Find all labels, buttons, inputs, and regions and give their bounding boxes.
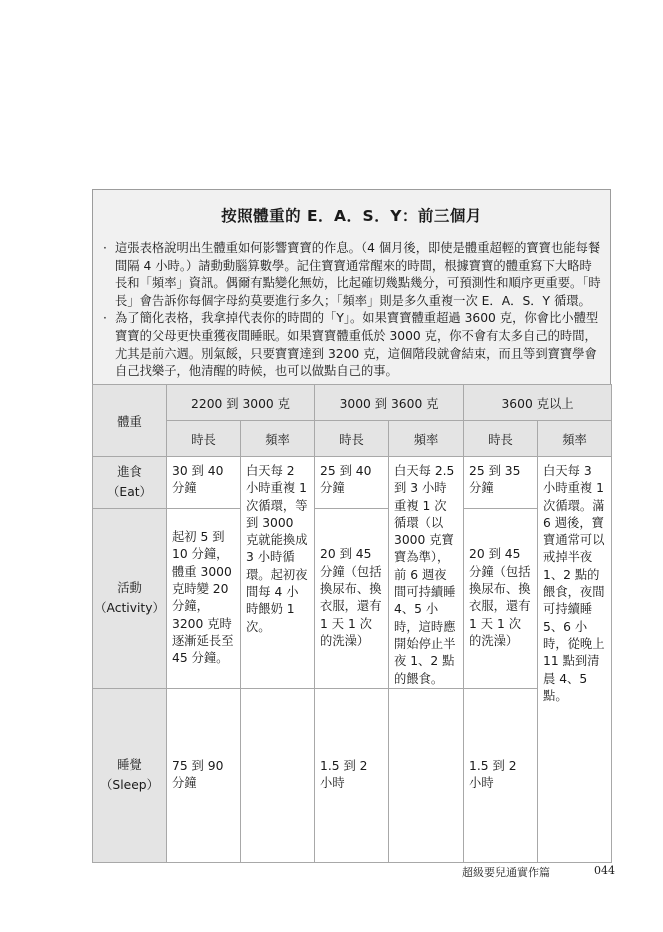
g3-activity-duration: 20 到 45 分鐘（包括換尿布、換衣服，還有 1 天 1 次的洗澡） [464,508,538,688]
easy-table [92,384,612,863]
group-header-2: 3000 到 3600 克 [315,385,464,421]
group-header-3: 3600 克以上 [464,385,612,421]
intro-notes [103,240,603,381]
intro-text: 這張表格說明出生體重如何影響寶寶的作息。（4 個月後，即使是體重超輕的寶寶也能每餐間隔 4 小時。）請動動腦算數學。記住寶寶通常醒來的時間，根據寶寶的體重寫下大略時長和「頻率」資訊。偶爾有點變化無妨，比起確切幾點幾分，可預測性和順序更重要。「時長」會告訴你每個字母約莫要進行多久；「頻率」則是多久重複一次 E．A．S．Y 循環。 [115,241,601,308]
duration-header: 時長 [464,421,538,457]
g2-sleep-duration: 1.5 到 2 小時 [315,688,389,862]
row-label-en: （Eat） [107,485,152,500]
bullet-dot: · [103,241,107,255]
g1-eat-duration: 30 到 40 分鐘 [167,457,241,509]
row-label-en: （Sleep） [100,778,159,793]
intro-text: 為了簡化表格，我拿掉代表你的時間的「Y」。如果寶寶體重超過 3600 克，你會比小體型寶寶的父母更快重獲夜間睡眠。如果寶寶體重低於 3000 克，你不會有太多自己的時間，尤其是前六週。別氣餒，只要寶寶達到 3200 克，這個階段就會結束，而且等到寶寶學會自己找樂子，他清醒的時候，也可以做點自己的事。 [115,311,599,379]
bullet-dot: · [103,311,107,326]
row-header-sleep [93,688,167,862]
duration-header: 時長 [167,421,241,457]
g1-activity-duration: 起初 5 到 10 分鐘，體重 3000 克時變 20 分鐘，3200 克時逐漸延長至 45 分鐘。 [167,508,241,688]
row-label-en: （Activity） [94,601,165,616]
frequency-header: 頻率 [538,421,612,457]
duration-header: 時長 [315,421,389,457]
g2-frequency: 白天每 2.5 到 3 小時重複 1 次循環（以 3000 克寶寶為準），前 6 週夜間可持續睡 4、5 小時，這時應開始停止半夜 1、2 點的餵食。 [389,457,464,689]
row-label: 睡覺 [117,758,142,773]
weight-header: 體重 [93,385,167,457]
g2-activity-duration: 20 到 45 分鐘（包括換尿布、換衣服，還有 1 天 1 次的洗澡） [315,508,389,688]
row-header-activity [93,508,167,688]
g1-frequency-empty [241,688,315,862]
panel-title: 按照體重的 E．A．S．Y：前三個月 [221,207,482,225]
g3-eat-duration: 25 到 35 分鐘 [464,457,538,509]
g2-frequency-empty [389,688,464,862]
easy-panel [92,189,611,826]
page-number: 044 [594,864,615,877]
g1-frequency: 白天每 2 小時重複 1 次循環，等到 3000 克就能換成 3 小時循環。起初夜間每 4 小時餵奶 1 次。 [241,457,315,689]
g2-eat-duration: 25 到 40 分鐘 [315,457,389,509]
frequency-header: 頻率 [389,421,464,457]
group-header-1: 2200 到 3000 克 [167,385,315,421]
g3-frequency: 白天每 3 小時重複 1 次循環。滿 6 週後，寶寶通常可以戒掉半夜 1、2 點的餵食，夜間可持續睡 5、6 小時，從晚上 11 點到清晨 4、5 點。 [538,457,612,863]
row-label: 活動 [117,581,142,596]
row-header-eat [93,457,167,509]
row-label: 進食 [117,465,142,480]
intro-bullet [103,310,603,380]
frequency-header: 頻率 [241,421,315,457]
intro-bullet [103,240,603,310]
g1-sleep-duration: 75 到 90 分鐘 [167,688,241,862]
g3-sleep-duration: 1.5 到 2 小時 [464,688,538,862]
footer-book-title: 超級要兒通實作篇 [462,866,550,879]
